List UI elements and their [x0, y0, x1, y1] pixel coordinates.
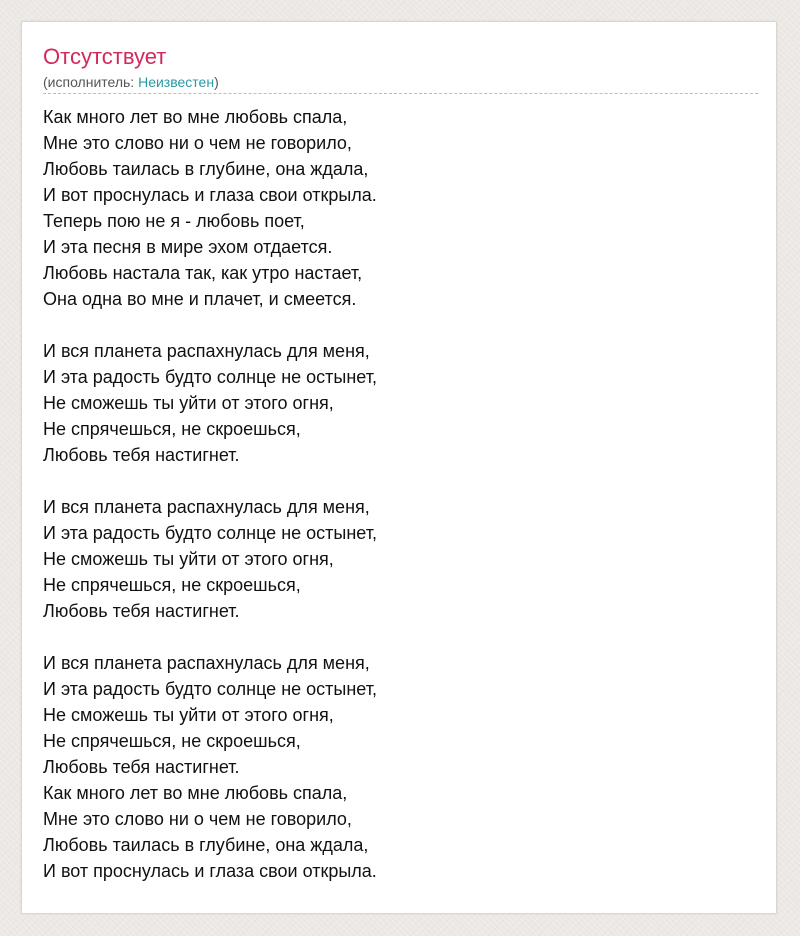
lyric-line: Любовь таилась в глубине, она ждала,: [43, 159, 369, 179]
lyric-line: Мне это слово ни о чем не говорило,: [43, 133, 352, 153]
lyric-line: Любовь настала так, как утро настает,: [43, 263, 363, 283]
lyric-line: Любовь тебя настигнет.: [43, 445, 240, 465]
lyric-line: Не спрячешься, не скроешься,: [43, 575, 301, 595]
lyric-line: Любовь таилась в глубине, она ждала,: [43, 835, 369, 855]
lyric-line: Мне это слово ни о чем не говорило,: [43, 809, 352, 829]
lyric-line: Не сможешь ты уйти от этого огня,: [43, 549, 334, 569]
artist-suffix: ): [214, 74, 219, 90]
lyric-line: И эта песня в мире эхом отдается.: [43, 237, 333, 257]
lyric-line: И эта радость будто солнце не остынет,: [43, 523, 377, 543]
title-divider: [43, 93, 758, 94]
lyric-line: Она одна во мне и плачет, и смеется.: [43, 289, 357, 309]
lyric-line: Не спрячешься, не скроешься,: [43, 731, 301, 751]
lyric-line: И вот проснулась и глаза свои открыла.: [43, 861, 377, 881]
lyrics-card: [21, 21, 777, 914]
lyrics-text: [43, 104, 377, 884]
lyric-line: Теперь пою не я - любовь поет,: [43, 211, 305, 231]
lyric-line: Любовь тебя настигнет.: [43, 601, 240, 621]
lyric-line: И эта радость будто солнце не остынет,: [43, 679, 377, 699]
lyric-line: И вся планета распахнулась для меня,: [43, 497, 370, 517]
lyric-line: Не сможешь ты уйти от этого огня,: [43, 393, 334, 413]
lyric-line: И эта радость будто солнце не остынет,: [43, 367, 377, 387]
lyric-line: И вот проснулась и глаза свои открыла.: [43, 185, 377, 205]
stanza-break: [43, 468, 377, 494]
stanza-break: [43, 624, 377, 650]
lyric-line: Как много лет во мне любовь спала,: [43, 107, 348, 127]
song-title: Отсутствует: [43, 44, 167, 69]
stanza-break: [43, 312, 377, 338]
lyric-line: Не спрячешься, не скроешься,: [43, 419, 301, 439]
lyric-line: И вся планета распахнулась для меня,: [43, 653, 370, 673]
artist-link[interactable]: Неизвестен: [138, 74, 215, 90]
artist-prefix: (исполнитель:: [43, 74, 139, 90]
lyric-line: Как много лет во мне любовь спала,: [43, 783, 348, 803]
lyric-line: Любовь тебя настигнет.: [43, 757, 240, 777]
lyric-line: И вся планета распахнулась для меня,: [43, 341, 370, 361]
artist-line: [43, 73, 219, 91]
lyric-line: Не сможешь ты уйти от этого огня,: [43, 705, 334, 725]
